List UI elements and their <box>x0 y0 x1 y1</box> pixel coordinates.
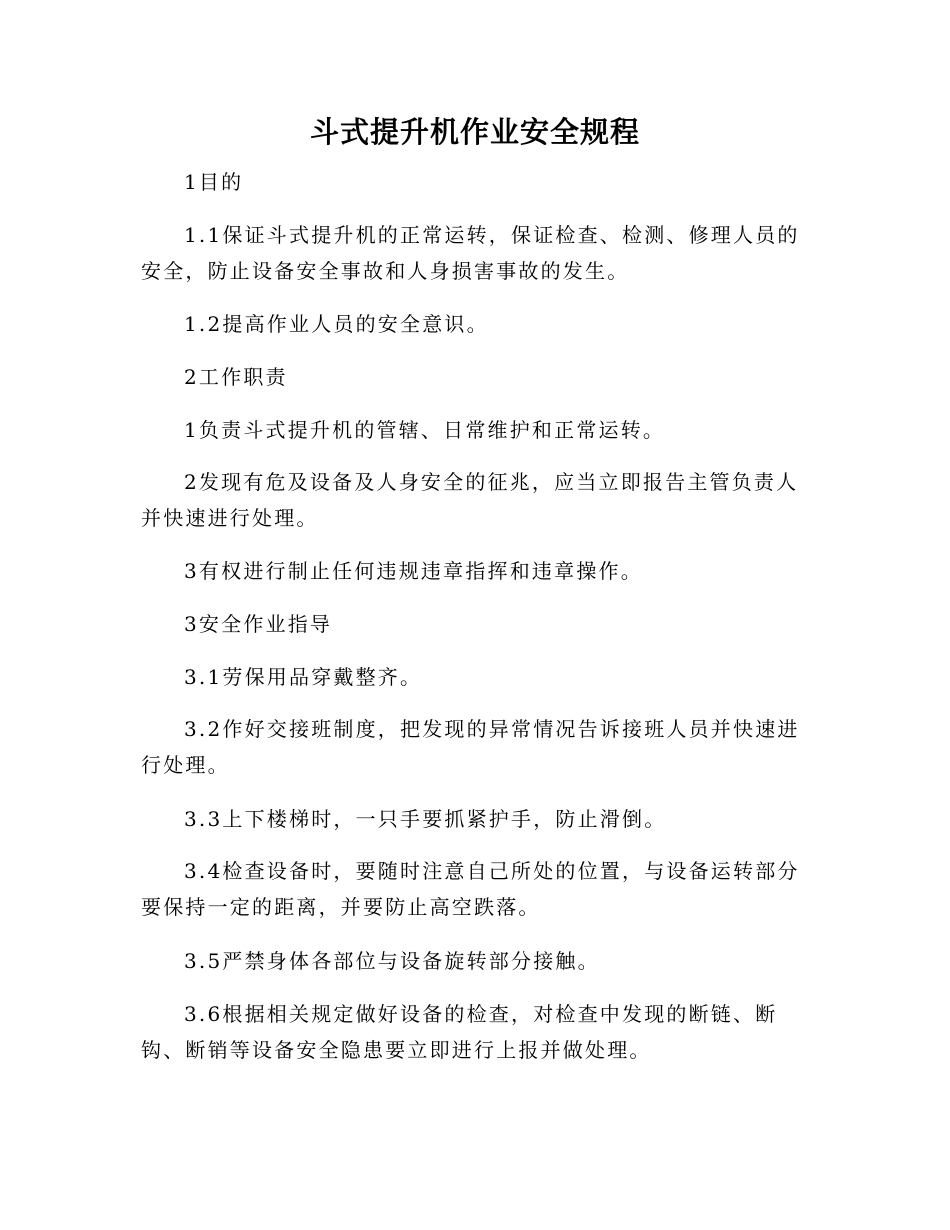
paragraph-1-2: 1.2提高作业人员的安全意识。 <box>184 312 489 336</box>
section-heading-purpose: 1目的 <box>184 170 244 194</box>
document-title: 斗式提升机作业安全规程 <box>309 115 640 149</box>
section-heading-safety: 3安全作业指导 <box>184 612 333 636</box>
paragraph-3-3: 3.3上下楼梯时，一只手要抓紧护手，防止滑倒。 <box>184 807 667 831</box>
paragraph-1-1: 1.1保证斗式提升机的正常运转，保证检查、检测、修理人员的安全，防止设备安全事故和人身损害事故的发生。 <box>141 223 800 283</box>
paragraph-3-6: 3.6根据相关规定做好设备的检查，对检查中发现的断链、断钩、断销等设备安全隐患要立即进行上报并做处理。 <box>141 1002 778 1062</box>
paragraph-3-4: 3.4检查设备时，要随时注意自己所处的位置，与设备运转部分要保持一定的距离，并要防止高空跌落。 <box>141 859 800 919</box>
paragraph-duty-3: 3有权进行制止任何违规违章指挥和违章操作。 <box>184 559 643 583</box>
paragraph-duty-2: 2发现有危及设备及人身安全的征兆，应当立即报告主管负责人并快速进行处理。 <box>141 470 799 530</box>
paragraph-duty-1: 1负责斗式提升机的管辖、日常维护和正常运转。 <box>184 418 666 442</box>
section-heading-duties: 2工作职责 <box>184 365 288 389</box>
paragraph-3-2: 3.2作好交接班制度，把发现的异常情况告诉接班人员并快速进行处理。 <box>141 717 800 777</box>
paragraph-3-5: 3.5严禁身体各部位与设备旋转部分接触。 <box>184 949 600 973</box>
paragraph-3-1: 3.1劳保用品穿戴整齐。 <box>184 665 423 689</box>
